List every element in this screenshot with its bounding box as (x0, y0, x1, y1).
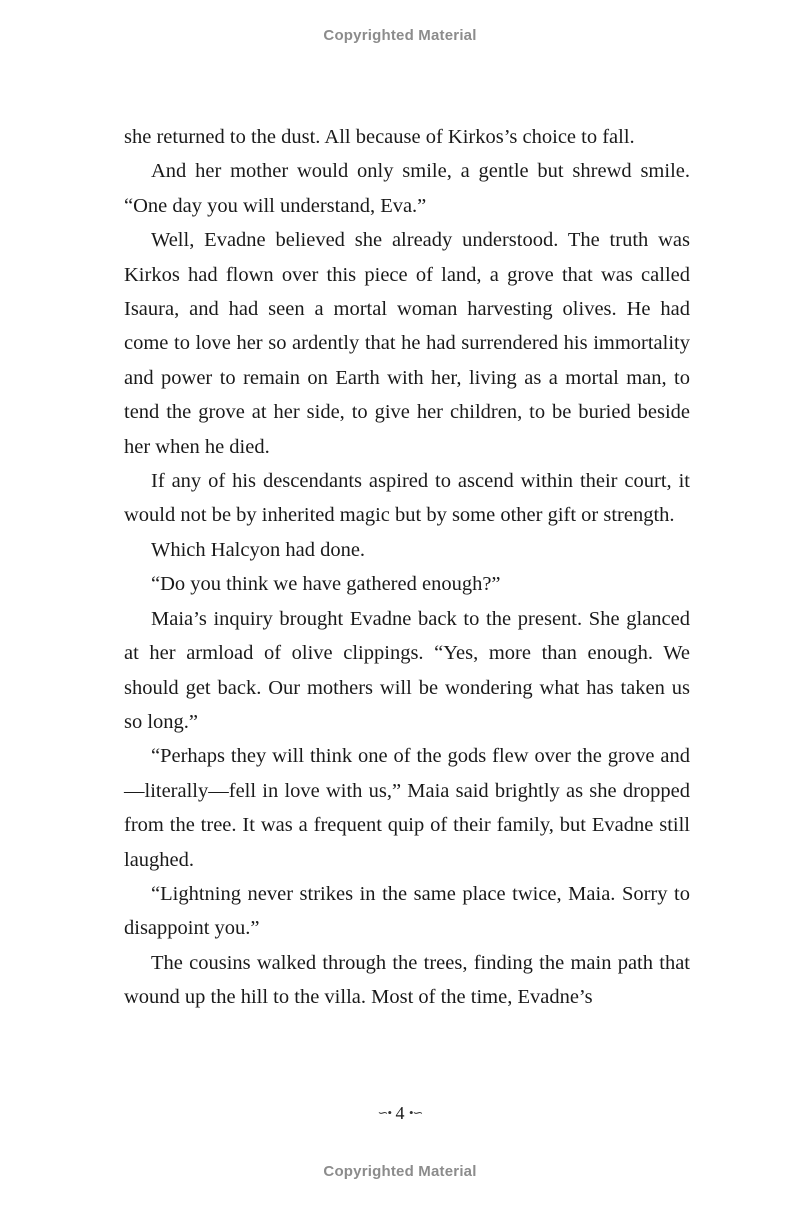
paragraph: Maia’s inquiry brought Evadne back to the present. She glanced at her armload of olive clippings. “Yes, more than enough. We should get back. Our mothers will be wondering what has taken us so long.” (124, 607, 690, 733)
paragraph: The cousins walked through the trees, finding the main path that wound up the hill to the villa. Most of the time, Evadne’s (124, 951, 690, 1009)
paragraph: she returned to the dust. All because of Kirkos’s choice to fall. (124, 126, 635, 148)
page-number-footer (0, 1103, 800, 1124)
ornament-left-icon: ∽• (377, 1105, 391, 1120)
body-text (124, 120, 690, 1015)
paragraph: “Lightning never strikes in the same place twice, Maia. Sorry to disappoint you.” (124, 882, 690, 940)
paragraph: And her mother would only smile, a gentle but shrewd smile. “One day you will understand, Eva.” (124, 160, 690, 217)
paragraph: “Perhaps they will think one of the gods flew over the grove and—literally—fell in love with us,” Maia said brightly as she dropped from the tree. It was a frequent quip of their family, but Evadne still laughed. (124, 745, 690, 871)
paragraph: “Do you think we have gathered enough?” (151, 573, 501, 596)
paragraph: Which Halcyon had done. (151, 538, 366, 561)
paragraph: If any of his descendants aspired to ascend within their court, it would not be by inherited magic but by some other gift or strength. (124, 470, 690, 527)
page-number: 4 (395, 1103, 405, 1123)
paragraph: Well, Evadne believed she already understood. The truth was Kirkos had flown over this piece of land, a grove that was called Isaura, and had seen a mortal woman harvesting olives. He had come to love her so ardently that he had surrendered his immortality and power to remain on Earth with her, living as a mortal man, to tend the grove at her side, to give her children, to be buried beside her when he died. (124, 229, 690, 458)
copyright-watermark-top: Copyrighted Material (323, 27, 477, 44)
copyright-watermark-bottom: Copyrighted Material (323, 1163, 477, 1180)
ornament-right-icon: •∽ (409, 1105, 423, 1120)
